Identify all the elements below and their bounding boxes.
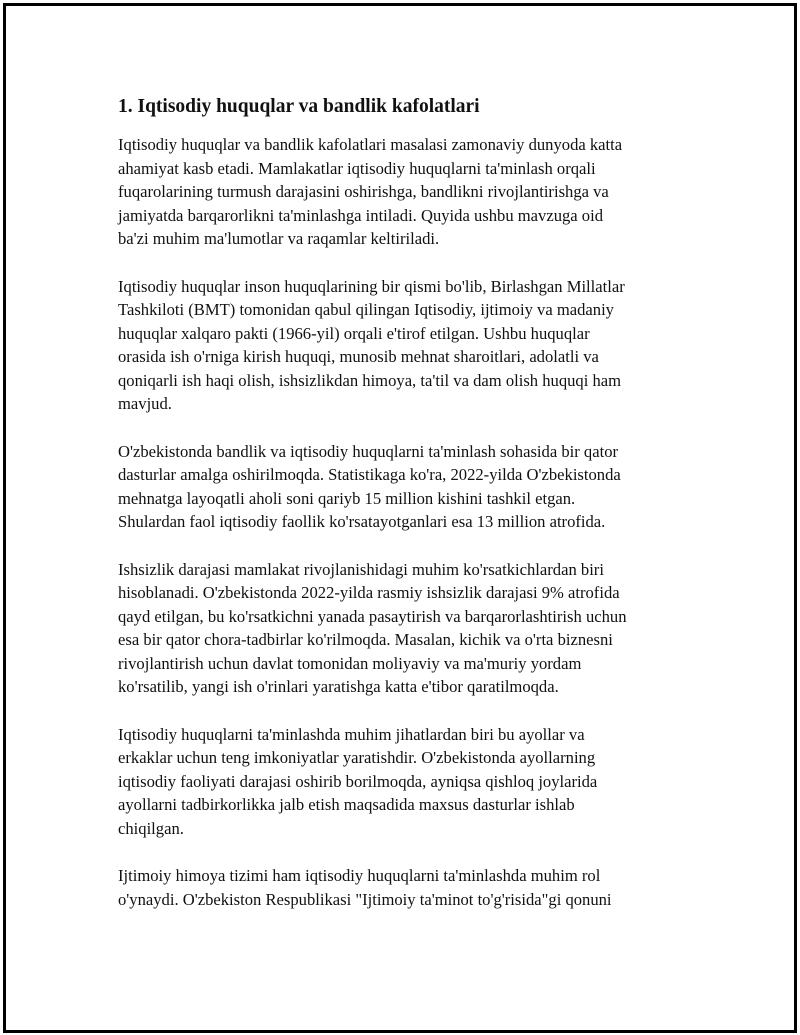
document-body	[118, 94, 690, 935]
text-line: fuqarolarining turmush darajasini oshirishga, bandlikni rivojlantirishga va	[118, 182, 609, 201]
text-line: O'zbekistonda bandlik va iqtisodiy huquqlarni ta'minlash sohasida bir qator	[118, 441, 619, 461]
text-line: o'ynaydi. O'zbekiston Respublikasi "Ijtimoiy ta'minot to'g'risida"gi qonuni	[118, 889, 612, 909]
text-line: ko'rsatilib, yangi ish o'rinlari yaratishga katta e'tibor qaratilmoqda.	[118, 677, 559, 696]
text-line: jamiyatda barqarorlikni ta'minlashga intiladi. Quyida ushbu mavzuga oid	[118, 205, 604, 225]
paragraph-4	[118, 558, 690, 699]
text-line: ayollarni tadbirkorlikka jalb etish maqsadida maxsus dasturlar ishlab	[118, 795, 575, 814]
text-line: orasida ish o'rniga kirish huquqi, munosib mehnat sharoitlari, adolatli va	[118, 347, 599, 366]
paragraph-6	[118, 864, 690, 911]
text-line: Iqtisodiy huquqlarni ta'minlashda muhim jihatlardan biri bu ayollar va	[118, 724, 585, 744]
text-line: mavjud.	[118, 394, 172, 413]
paragraph-3	[118, 440, 690, 534]
text-line: Ijtimoiy himoya tizimi ham iqtisodiy huquqlarni ta'minlashda muhim rol	[118, 866, 601, 885]
section-heading: 1. Iqtisodiy huquqlar va bandlik kafolatlari	[118, 96, 480, 117]
text-line: qoniqarli ish haqi olish, ishsizlikdan himoya, ta'til va dam olish huquqi ham	[118, 370, 622, 390]
text-line: Ishsizlik darajasi mamlakat rivojlanishidagi muhim ko'rsatkichlardan biri	[118, 559, 604, 579]
text-line: ahamiyat kasb etadi. Mamlakatlar iqtisodiy huquqlarni ta'minlash orqali	[118, 158, 596, 178]
text-line: mehnatga layoqatli aholi soni qariyb 15 million kishini tashkil etgan.	[118, 488, 576, 508]
text-line: Shulardan faol iqtisodiy faollik ko'rsatayotganlari esa 13 million atrofida.	[118, 512, 606, 531]
text-line: qayd etilgan, bu ko'rsatkichni yanada pasaytirish va barqarorlashtirish uchun	[118, 606, 627, 626]
paragraph-5	[118, 723, 690, 841]
paragraph-2	[118, 275, 690, 416]
text-line: huquqlar xalqaro pakti (1966-yil) orqali e'tirof etilgan. Ushbu huquqlar	[118, 323, 590, 343]
text-line: rivojlantirish uchun davlat tomonidan moliyaviy va ma'muriy yordam	[118, 653, 582, 673]
text-line: erkaklar uchun teng imkoniyatlar yaratishdir. O'zbekistonda ayollarning	[118, 748, 596, 767]
paragraph-1	[118, 133, 690, 251]
text-line: iqtisodiy faoliyati darajasi oshirib borilmoqda, ayniqsa qishloq joylarida	[118, 771, 598, 791]
text-line: esa bir qator chora-tadbirlar ko'rilmoqda. Masalan, kichik va o'rta biznesni	[118, 630, 613, 649]
text-line: dasturlar amalga oshirilmoqda. Statistikaga ko'ra, 2022-yilda O'zbekistonda	[118, 465, 621, 484]
text-line: chiqilgan.	[118, 818, 184, 838]
text-line: Tashkiloti (BMT) tomonidan qabul qilingan Iqtisodiy, ijtimoiy va madaniy	[118, 300, 614, 319]
text-line: Iqtisodiy huquqlar va bandlik kafolatlari masalasi zamonaviy dunyoda katta	[118, 135, 623, 154]
text-line: hisoblanadi. O'zbekistonda 2022-yilda rasmiy ishsizlik darajasi 9% atrofida	[118, 583, 620, 602]
text-line: ba'zi muhim ma'lumotlar va raqamlar keltiriladi.	[118, 229, 440, 248]
text-line: Iqtisodiy huquqlar inson huquqlarining bir qismi bo'lib, Birlashgan Millatlar	[118, 276, 625, 296]
